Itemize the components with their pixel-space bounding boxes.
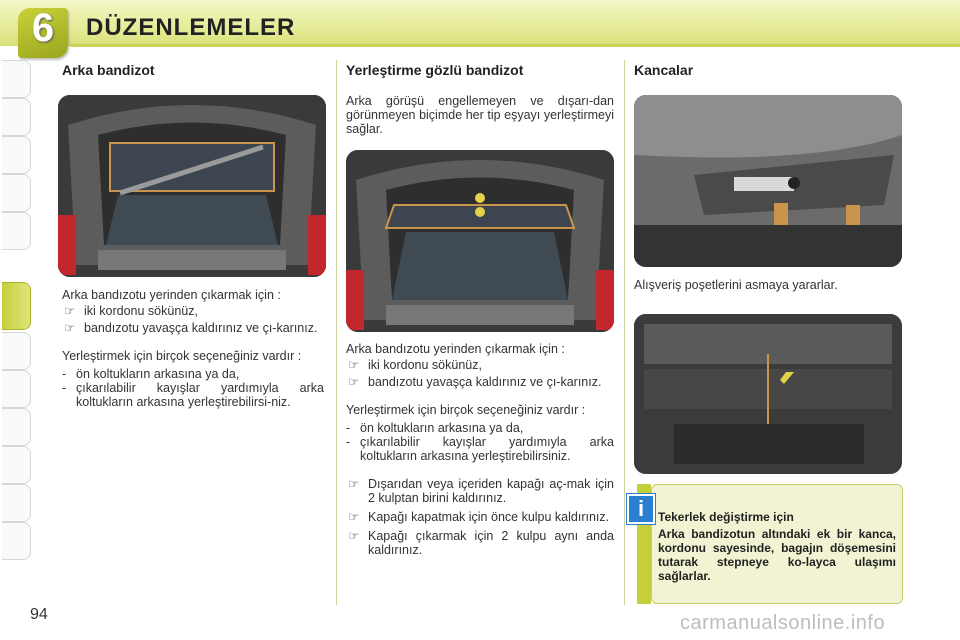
pointing-hand-icon: ☞ [64, 321, 76, 335]
paragraph: Yerleştirmek için birçok seçeneğiniz vardır : [346, 403, 586, 417]
info-icon: i [627, 494, 655, 524]
chapter-tab[interactable] [2, 484, 31, 522]
hook-under-cover-illustration [634, 314, 902, 474]
chapter-tab-active[interactable] [2, 282, 31, 330]
pointing-hand-icon: ☞ [348, 529, 360, 543]
paragraph: Arka görüşü engellemeyen ve dışarı-dan görünmeyen biçimde her tip eşyayı yerleştirmeyi sağlar. [346, 94, 614, 136]
list-item: ☞ bandızotu yavaşça kaldırınız ve çı-karınız. [64, 321, 318, 335]
hook-under-cover-photo [634, 314, 902, 474]
col1-text [62, 288, 324, 409]
col2-text [346, 342, 614, 557]
pointing-hand-icon: ☞ [348, 358, 360, 372]
section-title: Kancalar [634, 62, 694, 78]
pointing-hand-icon: ☞ [348, 375, 360, 389]
chapter-tab[interactable] [2, 136, 31, 174]
pointing-hand-icon: ☞ [348, 510, 360, 524]
chapter-title: DÜZENLEMELER [86, 14, 296, 41]
paragraph: Yerleştirmek için birçok seçeneğiniz vardır : [62, 349, 302, 363]
chapter-tab[interactable] [2, 98, 31, 136]
intro-text: Arka bandızotu yerinden çıkarmak için : [62, 288, 281, 302]
watermark: carmanualsonline.info [680, 612, 886, 634]
list-item: ☞ Dışarıdan veya içeriden kapağı aç-mak için 2 kulptan birini kaldırınız. [348, 477, 614, 505]
intro-text: Arka bandızotu yerinden çıkarmak için : [346, 342, 565, 356]
list-item: - çıkarılabilir kayışlar yardımıyla arka koltukların arkasına yerleştirebilirsiniz. [346, 435, 614, 463]
trunk-cover-illustration [58, 95, 326, 277]
pointing-hand-icon: ☞ [64, 304, 76, 318]
list-item: - ön koltukların arkasına ya da, [346, 421, 524, 435]
list-item: ☞ iki kordonu sökünüz, [64, 304, 198, 318]
caption: Alışveriş poşetlerini asmaya yararlar. [634, 278, 838, 292]
list-item: ☞ bandızotu yavaşça kaldırınız ve çı-karınız. [348, 375, 602, 389]
pointing-hand-icon: ☞ [348, 477, 360, 491]
trunk-photo [58, 95, 326, 277]
section-title: Yerleştirme gözlü bandizot [346, 62, 524, 78]
page-number: 94 [30, 606, 48, 623]
info-text: Arka bandizotun altındaki ek bir kanca, kordonu sayesinde, bagajın döşemesini tutarak stepneye ko-layca ulaşımı sağlarlar. [658, 527, 896, 583]
chapter-tab[interactable] [2, 332, 31, 370]
info-title: Tekerlek değiştirme için [658, 510, 794, 524]
chapter-tab[interactable] [2, 60, 31, 98]
column-divider [624, 60, 625, 605]
hooks-photo [634, 95, 902, 267]
column-divider [336, 60, 337, 605]
chapter-tab[interactable] [2, 370, 31, 408]
section-title: Arka bandizot [62, 62, 155, 78]
chapter-tab[interactable] [2, 446, 31, 484]
hooks-illustration [634, 95, 902, 267]
chapter-tab[interactable] [2, 408, 31, 446]
header-rule [70, 44, 960, 47]
chapter-tab[interactable] [2, 174, 31, 212]
trunk-photo [346, 150, 614, 332]
chapter-tab[interactable] [2, 212, 31, 250]
list-item: - çıkarılabilir kayışlar yardımıyla arka koltukların arkasına yerleştirebilirsi-niz. [62, 381, 324, 409]
list-item: ☞ Kapağı çıkarmak için 2 kulpu aynı anda kaldırınız. [348, 529, 614, 557]
chapter-number: 6 [31, 6, 55, 50]
list-item: - ön koltukların arkasına ya da, [62, 367, 240, 381]
chapter-tab[interactable] [2, 522, 31, 560]
list-item: ☞ Kapağı kapatmak için önce kulpu kaldırınız. [348, 510, 610, 524]
chapter-tabs [0, 60, 34, 580]
trunk-cover-illustration [346, 150, 614, 332]
list-item: ☞ iki kordonu sökünüz, [348, 358, 482, 372]
